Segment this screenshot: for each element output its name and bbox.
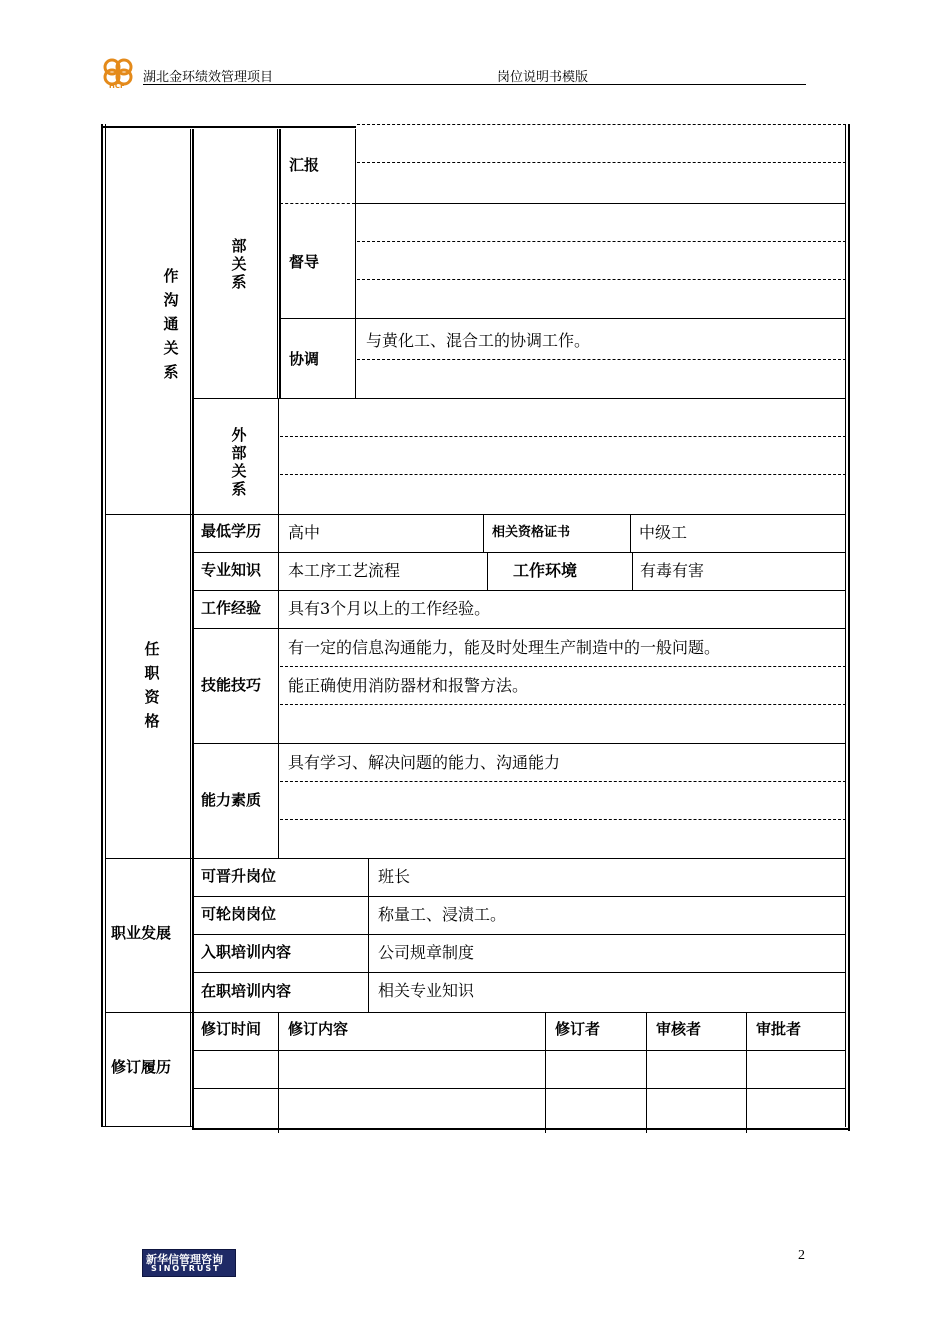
promotion-label: 可晋升岗位: [201, 867, 277, 885]
header-project: 湖北金环绩效管理项目: [143, 69, 274, 84]
career-section-label: 职业发展: [111, 924, 172, 942]
qualification-section-label: 任 职 资 格: [144, 640, 160, 730]
revision-col-content: 修订内容: [288, 1020, 349, 1038]
footer-logo: [142, 1249, 236, 1277]
footer-logo-en: SINOTRUST: [151, 1264, 221, 1273]
company-logo: [100, 55, 138, 91]
footer-logo-cn: 新华信管理咨询: [146, 1253, 223, 1266]
revision-col-reviser: 修订者: [555, 1020, 601, 1038]
revision-col-time: 修订时间: [201, 1020, 262, 1038]
experience-value: 具有3个月以上的工作经验。: [288, 599, 491, 618]
internal-relations-label: 部 关 系: [231, 237, 247, 291]
external-relations-label: 外 部 关 系: [231, 426, 247, 498]
education-value: 高中: [288, 523, 321, 542]
environment-label: 工作环境: [513, 561, 578, 580]
ability-label: 能力素质: [201, 791, 262, 809]
skills-line-2: 能正确使用消防器材和报警方法。: [288, 676, 529, 695]
skills-line-1: 有一定的信息沟通能力，能及时处理生产制造中的一般问题。: [288, 638, 721, 657]
skills-label: 技能技巧: [201, 676, 262, 694]
table-border-bottom: [192, 1128, 849, 1130]
cert-label: 相关资格证书: [492, 525, 571, 540]
page-number: 2: [798, 1248, 805, 1263]
knowledge-label: 专业知识: [201, 561, 262, 579]
rotation-value: 称量工、浸渍工。: [378, 905, 507, 924]
cert-value: 中级工: [639, 523, 688, 542]
header-rule: [143, 84, 806, 85]
table-border-left: [101, 124, 103, 1127]
coordinate-label: 协调: [289, 350, 320, 368]
onboarding-label: 入职培训内容: [201, 943, 292, 961]
promotion-value: 班长: [378, 867, 411, 886]
environment-value: 有毒有害: [640, 561, 705, 580]
rotation-label: 可轮岗岗位: [201, 905, 277, 923]
coordinate-text: 与黄化工、混合工的协调工作。: [366, 331, 591, 350]
header-doc-title: 岗位说明书模版: [497, 69, 589, 84]
supervise-label: 督导: [289, 253, 320, 271]
report-label: 汇报: [289, 156, 320, 174]
ability-line-1: 具有学习、解决问题的能力、沟通能力: [288, 753, 561, 772]
revision-col-reviewer: 审核者: [656, 1020, 702, 1038]
onjob-value: 相关专业知识: [378, 981, 475, 1000]
onboarding-value: 公司规章制度: [378, 943, 475, 962]
revision-col-approver: 审批者: [756, 1020, 802, 1038]
experience-label: 工作经验: [201, 599, 262, 617]
education-label: 最低学历: [201, 522, 262, 540]
revision-section-label: 修订履历: [111, 1058, 172, 1076]
table-border-right: [848, 124, 850, 1131]
logo-text: HCF: [109, 82, 125, 90]
communication-section-label: 作 沟 通 关 系: [163, 267, 179, 381]
knowledge-value: 本工序工艺流程: [288, 561, 401, 580]
onjob-label: 在职培训内容: [201, 982, 292, 1000]
